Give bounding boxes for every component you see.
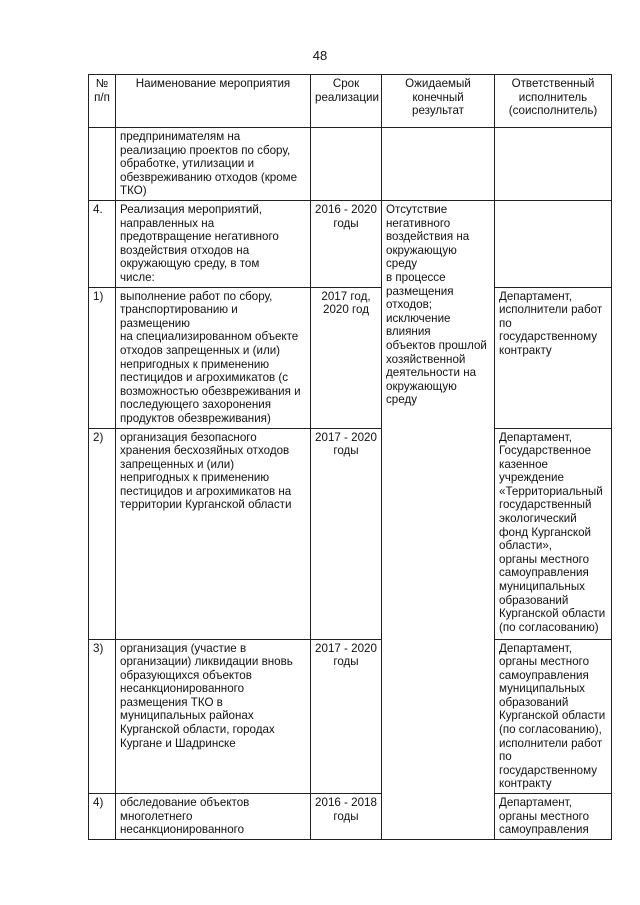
page-number: 48 bbox=[312, 48, 328, 63]
row-num: 1) bbox=[89, 287, 116, 428]
header-name: Наименование мероприятия bbox=[116, 75, 311, 128]
row-num: 3) bbox=[89, 639, 116, 794]
table-row bbox=[89, 201, 612, 288]
header-result: Ожидаемый конечный результат bbox=[382, 75, 495, 128]
activities-table bbox=[88, 74, 612, 840]
table-row bbox=[89, 794, 612, 840]
row-name: предпринимателям на реализацию проектов по сбору, обработке, утилизации и обезвреживанию отходов (кроме ТКО) bbox=[116, 128, 311, 201]
row-result bbox=[382, 128, 495, 201]
row-term: 2016 - 2020 годы bbox=[311, 201, 382, 288]
header-num: № п/п bbox=[89, 75, 116, 128]
row-term bbox=[311, 128, 382, 201]
row-term: 2016 - 2018 годы bbox=[311, 794, 382, 840]
row-executor bbox=[495, 128, 612, 201]
row-name: выполнение работ по сбору, транспортированию и размещению на специализированном объекте отходов запрещенных и (или) непригодных к применению пестицидов и агрохимикатов (с возможностью обезвреживания и последующего захоронения продуктов обезвреживания) bbox=[116, 287, 311, 428]
row-num: 4) bbox=[89, 794, 116, 840]
row-term: 2017 год, 2020 год bbox=[311, 287, 382, 428]
merged-result-cell: Отсутствие негативного воздействия на окружающую среду в процессе размещения отходов; исключение влияния объектов прошлой хозяйственной деятельности на окружающую среду bbox=[382, 201, 495, 840]
row-term: 2017 - 2020 годы bbox=[311, 428, 382, 639]
row-executor bbox=[495, 201, 612, 288]
row-term: 2017 - 2020 годы bbox=[311, 639, 382, 794]
row-executor: Департамент, органы местного самоуправления муниципальных образований Курганской области (по согласованию), исполнители работ по государственному контракту bbox=[495, 639, 612, 794]
row-name: обследование объектов многолетнего несанкционированного bbox=[116, 794, 311, 840]
row-name: организация (участие в организации) ликвидации вновь образующихся объектов несанкционированного размещения ТКО в муниципальных районах Курганской области, городах Кургане и Шадринске bbox=[116, 639, 311, 794]
row-name: Реализация мероприятий, направленных на предотвращение негативного воздействия отходов на окружающую среду, в том числе: bbox=[116, 201, 311, 288]
row-executor: Департамент, органы местного самоуправления bbox=[495, 794, 612, 840]
row-name: организация безопасного хранения бесхозяйных отходов запрещенных и (или) непригодных к применению пестицидов и агрохимикатов на территории Курганской области bbox=[116, 428, 311, 639]
row-num: 4. bbox=[89, 201, 116, 288]
row-executor: Департамент, исполнители работ по государственному контракту bbox=[495, 287, 612, 428]
header-term: Срок реализации bbox=[311, 75, 382, 128]
table-row bbox=[89, 128, 612, 201]
row-num bbox=[89, 128, 116, 201]
row-num: 2) bbox=[89, 428, 116, 639]
header-executor: Ответственный исполнитель (соисполнитель) bbox=[495, 75, 612, 128]
table-header-row bbox=[89, 75, 612, 128]
row-executor: Департамент, Государственное казенное учреждение «Территориальный государственный экологический фонд Курганской области», органы местного самоуправления муниципальных образований Курганской области (по согласованию) bbox=[495, 428, 612, 639]
table-row bbox=[89, 287, 612, 428]
table-row bbox=[89, 639, 612, 794]
table-row bbox=[89, 428, 612, 639]
